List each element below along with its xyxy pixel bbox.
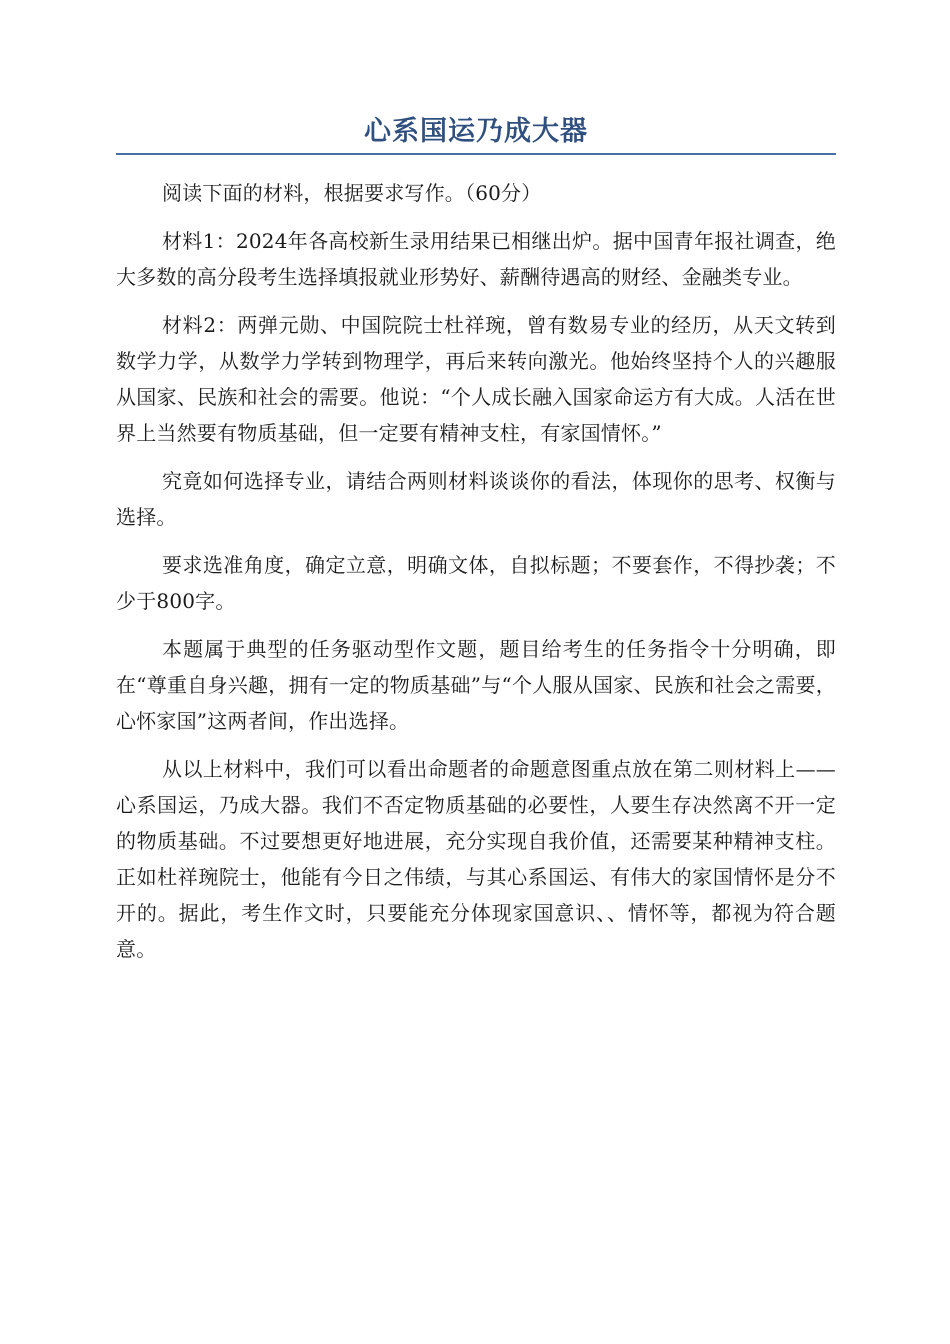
paragraph-material-2: 材料2：两弹元勋、中国院院士杜祥琬，曾有数易专业的经历，从天文转到数学力学，从数学力学转到物理学，再后来转向激光。他始终坚持个人的兴趣服从国家、民族和社会的需要。他说：“个人成长融入国家命运方有大成。人活在世界上当然要有物质基础，但一定要有精神支柱，有家国情怀。” (116, 313, 836, 445)
paragraph-requirements: 要求选准角度，确定立意，明确文体，自拟标题；不要套作，不得抄袭；不少于800字。 (116, 553, 836, 613)
paragraph-analysis-1: 本题属于典型的任务驱动型作文题，题目给考生的任务指令十分明确，即在“尊重自身兴趣，拥有一定的物质基础”与“个人服从国家、民族和社会之需要，心怀家国”这两者间，作出选择。 (116, 637, 836, 733)
paragraph-analysis-2: 从以上材料中，我们可以看出命题者的命题意图重点放在第二则材料上——心系国运，乃成大器。我们不否定物质基础的必要性，人要生存决然离不开一定的物质基础。不过要想更好地进展，充分实现自我价值，还需要某种精神支柱。正如杜祥琬院士，他能有今日之伟绩，与其心系国运、有伟大的家国情怀是分不开的。据此，考生作文时，只要能充分体现家国意识、、情怀等，都视为符合题意。 (116, 757, 836, 961)
document-title: 心系国运乃成大器 (364, 116, 588, 147)
paragraph-instruction: 阅读下面的材料，根据要求写作。（60分） (162, 181, 542, 205)
paragraph-material-1: 材料1：2024年各高校新生录用结果已相继出炉。据中国青年报社调查，绝大多数的高分段考生选择填报就业形势好、薪酬待遇高的财经、金融类专业。 (116, 229, 836, 289)
paragraph-task: 究竟如何选择专业，请结合两则材料谈谈你的看法，体现你的思考、权衡与选择。 (116, 469, 836, 529)
title-underline (116, 153, 836, 155)
document-page (116, 112, 836, 979)
